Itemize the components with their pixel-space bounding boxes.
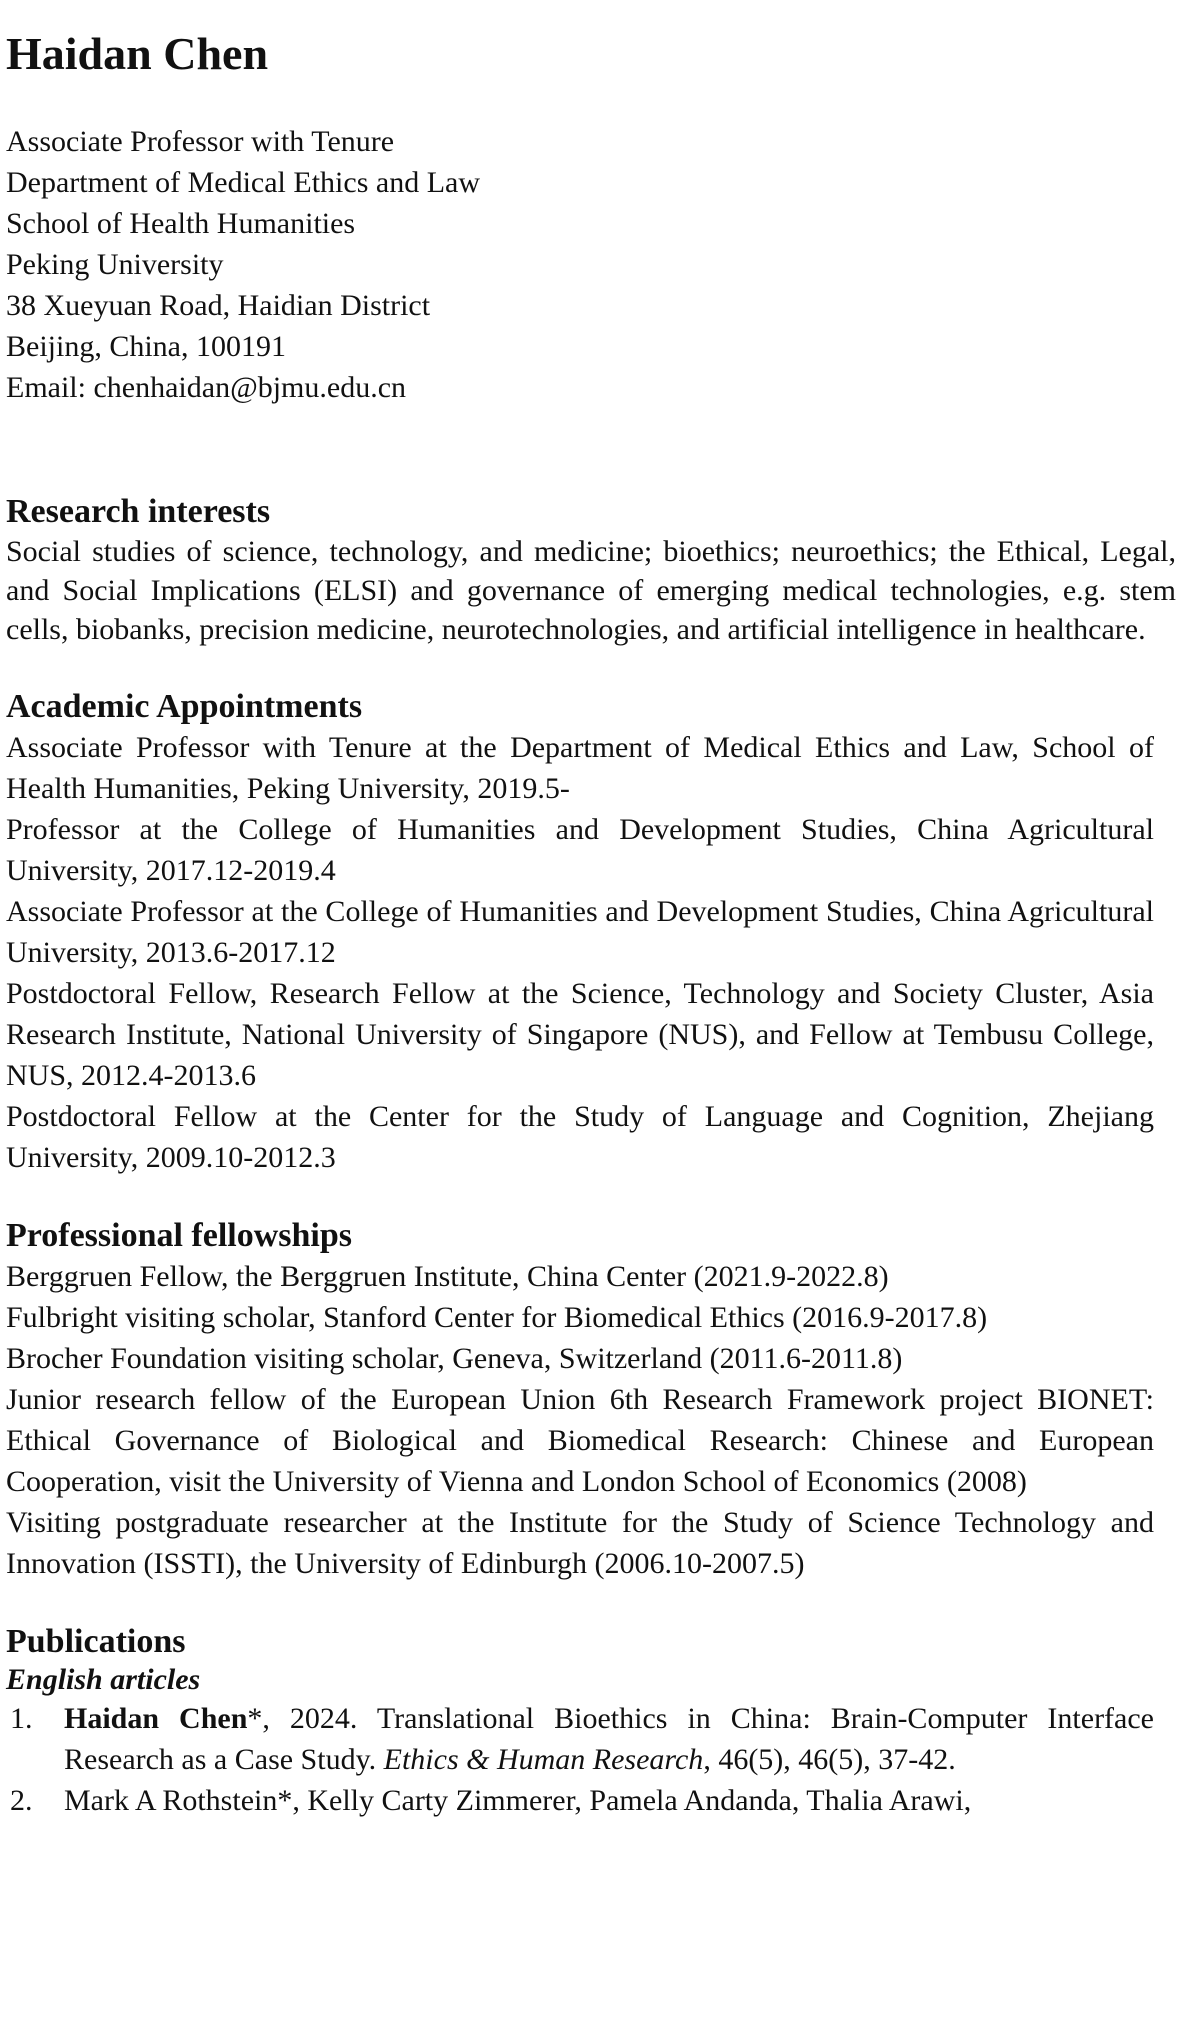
contact-department: Department of Medical Ethics and Law <box>6 165 480 199</box>
contact-school: School of Health Humanities <box>6 206 356 240</box>
fellowship-item: Fulbright visiting scholar, Stanford Center for Biomedical Ethics (2016.9-2017.8) <box>6 1300 988 1334</box>
contact-email[interactable]: Email: chenhaidan@bjmu.edu.cn <box>6 370 407 404</box>
person-name: Haidan Chen <box>6 28 269 79</box>
publication-number: 2. <box>10 1783 33 1817</box>
publications-subheading: English articles <box>6 1662 201 1696</box>
research-section <box>6 492 1176 649</box>
appointment-item: Postdoctoral Fellow at the Center for the Study of Language and Cognition, Zhejiang University, 2009.10-2012.3 <box>6 1099 1154 1174</box>
fellowship-item: Visiting postgraduate researcher at the Institute for the Study of Science Technology and Innovation (ISSTI), the University of Edinburgh (2006.10-2007.5) <box>6 1505 1154 1580</box>
fellowships-section <box>6 1216 1176 1584</box>
fellowship-item: Junior research fellow of the European Union 6th Research Framework project BIONET: Ethical Governance of Biological and Biomedical Research: Chinese and European Cooperation, visit the University of Vienna and London School of Economics (2008) <box>6 1382 1154 1498</box>
contact-university: Peking University <box>6 247 224 281</box>
publication-text-end: , 46(5), 46(5), 37-42. <box>703 1742 956 1776</box>
publication-item <box>6 1780 1154 1821</box>
appointment-item: Professor at the College of Humanities and Development Studies, China Agricultural University, 2017.12-2019.4 <box>6 812 1154 887</box>
contact-city: Beijing, China, 100191 <box>6 329 286 363</box>
publication-number: 1. <box>10 1701 33 1735</box>
fellowship-item: Berggruen Fellow, the Berggruen Institute, China Center (2021.9-2022.8) <box>6 1259 889 1293</box>
appointment-item: Associate Professor at the College of Humanities and Development Studies, China Agricultural University, 2013.6-2017.12 <box>6 894 1154 969</box>
appointment-item: Postdoctoral Fellow, Research Fellow at the Science, Technology and Society Cluster, Asia Research Institute, National University of Singapore (NUS), and Fellow at Tembusu College, NUS, 2012.4-2013.6 <box>6 976 1154 1092</box>
publication-item <box>6 1698 1154 1780</box>
contact-title: Associate Professor with Tenure <box>6 124 395 158</box>
fellowship-item: Brocher Foundation visiting scholar, Geneva, Switzerland (2011.6-2011.8) <box>6 1341 903 1375</box>
fellowships-heading: Professional fellowships <box>6 1216 353 1254</box>
publications-heading: Publications <box>6 1622 186 1660</box>
appointment-item: Associate Professor with Tenure at the Department of Medical Ethics and Law, School of Health Humanities, Peking University, 2019.5- <box>6 730 1154 805</box>
publication-list <box>6 1698 1176 1821</box>
research-text: Social studies of science, technology, and medicine; bioethics; neuroethics; the Ethical, Legal, and Social Implications (ELSI) and governance of emerging medical technologies, e.g. stem cells, biobanks, precision medicine, neurotechnologies, and artificial intelligence in healthcare. <box>6 534 1176 646</box>
publication-journal: Ethics & Human Research <box>383 1742 704 1776</box>
research-heading: Research interests <box>6 492 271 530</box>
appointments-section <box>6 687 1176 1178</box>
publication-author: Haidan Chen <box>64 1701 248 1735</box>
contact-street: 38 Xueyuan Road, Haidian District <box>6 288 431 322</box>
appointments-heading: Academic Appointments <box>6 687 363 725</box>
publications-section <box>6 1622 1176 1821</box>
contact-block <box>6 121 1176 408</box>
publication-text: *, 2024. Translational Bioethics in China: Brain-Computer Interface Research as a Case Study. <box>64 1701 1154 1776</box>
publication-text: Mark A Rothstein*, Kelly Carty Zimmerer, Pamela Andanda, Thalia Arawi, <box>64 1783 972 1817</box>
